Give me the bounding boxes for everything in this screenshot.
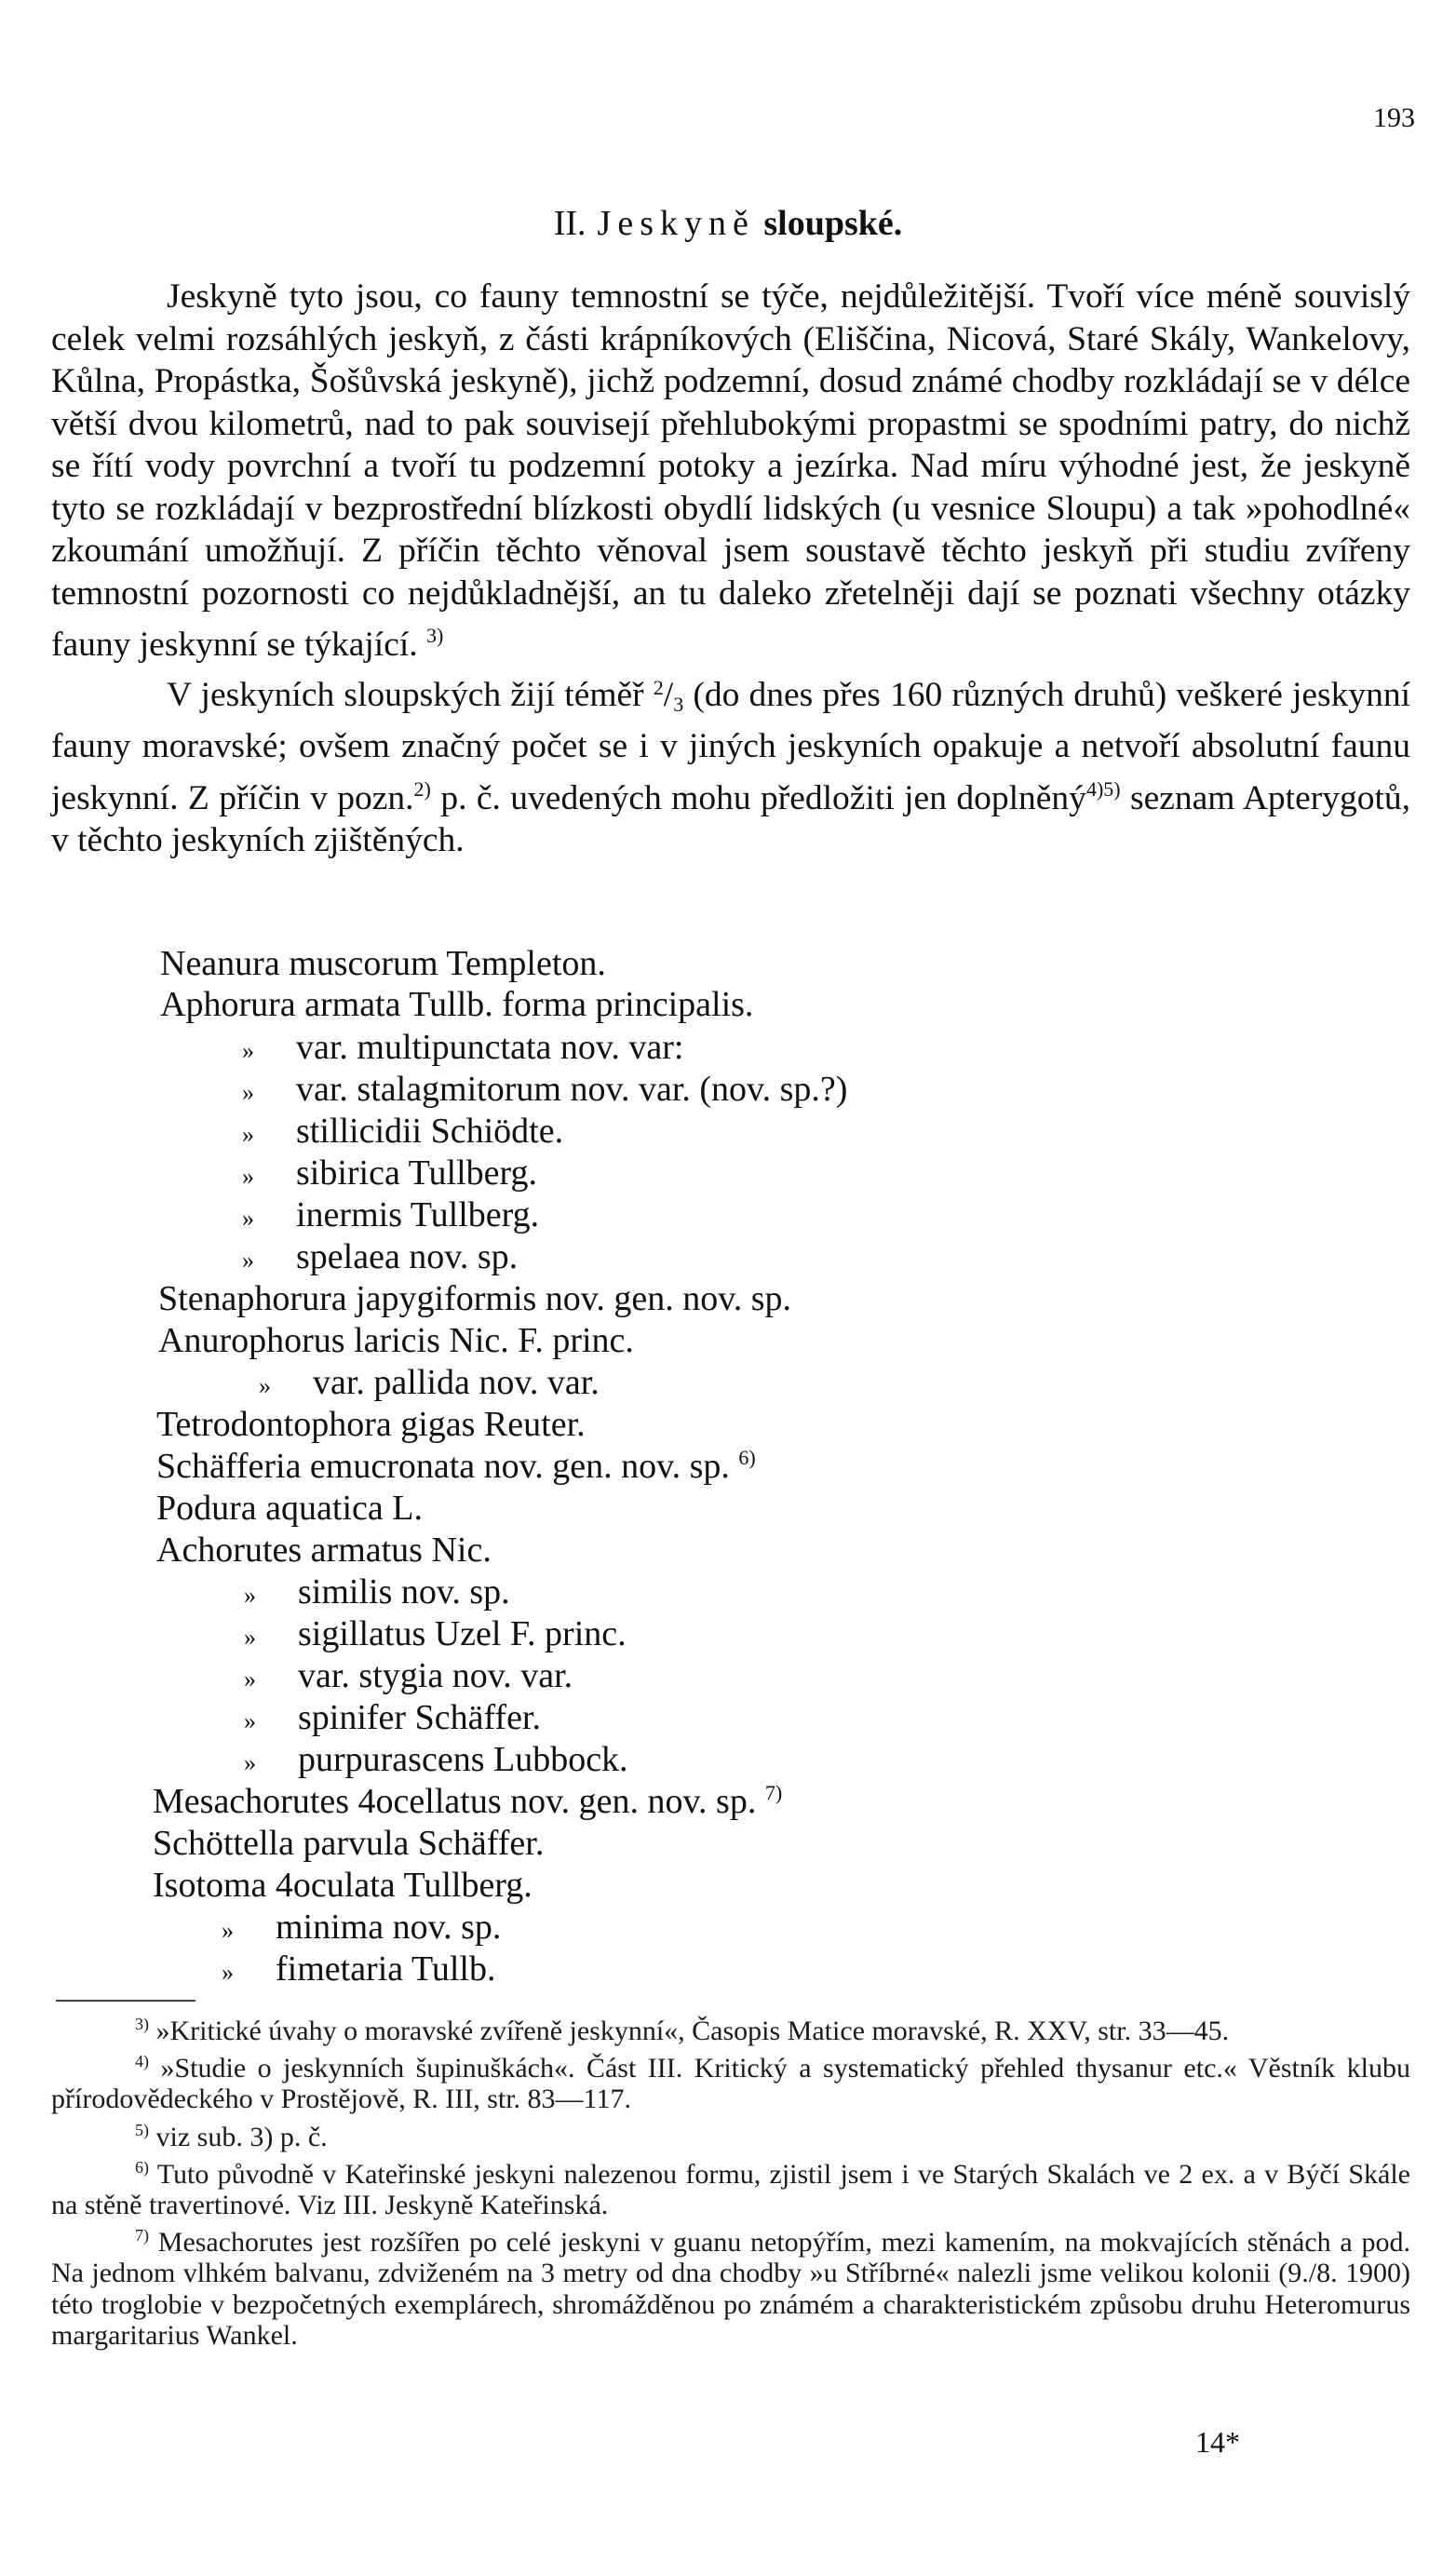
taxon-entry: » stillicidii Schiödte.: [242, 1112, 564, 1151]
paragraph-2: [51, 667, 1410, 862]
footnote-mark: 4): [135, 2052, 149, 2071]
ditto-mark: »: [242, 1079, 254, 1106]
footnote-text: Tuto původně v Kateřinské jeskyni nalezenou formu, zjistil jsem i ve Starých Skalách ve 2 ex. a v Býčí Skále na stěně travertinové. Viz III. Jeskyně Kateřinská.: [51, 2158, 1411, 2221]
taxon-entry: Isotoma 4oculata Tullberg.: [153, 1866, 533, 1905]
footnote-ref-5: 5): [1103, 776, 1121, 801]
section-heading: [0, 203, 1456, 244]
taxon-entry: Tetrodontophora gigas Reuter.: [156, 1405, 586, 1444]
taxon-entry: Achorutes armatus Nic.: [156, 1531, 492, 1570]
taxon-entry: » purpurascens Lubbock.: [244, 1740, 628, 1779]
ditto-mark: »: [242, 1247, 254, 1274]
taxon-entry: » minima nov. sp.: [222, 1908, 502, 1947]
taxon-entry: » var. stygia nov. var.: [244, 1656, 573, 1695]
taxon-entry: » var. stalagmitorum nov. var. (nov. sp.?): [242, 1070, 848, 1109]
footnote-3: [51, 2009, 1410, 2046]
footnote-6: [51, 2152, 1410, 2220]
paragraph-2-text-c: p. č. uvedených mohu předložiti jen doplněný: [440, 778, 1086, 817]
taxon-entry: Anurophorus laricis Nic. F. princ.: [158, 1321, 634, 1360]
taxon-entry: » fimetaria Tullb.: [222, 1949, 496, 1989]
heading-word-2: sloupské.: [763, 204, 903, 243]
taxon-entry: Neanura muscorum Templeton.: [160, 944, 606, 983]
paragraph-2-text-d: seznam Apterygotů, v těchto jeskyních zjištěných.: [51, 778, 1411, 859]
taxon-entry: Schäfferia emucronata nov. gen. nov. sp. $^{6)}$: [156, 1446, 756, 1486]
taxon-entry: » var. multipunctata nov. var:: [242, 1028, 684, 1067]
fraction-two-thirds: $^2/_3$: [653, 675, 684, 716]
footnote-text: »Studie o jeskynních šupinuškách«. Část III. Kritický a systematický přehled thysanur etc.« Věstník klubu přírodovědeckého v Prostějově, R. III, str. 83—117.: [51, 2053, 1410, 2115]
heading-word-1: Jeskyně: [597, 204, 755, 243]
footnote-mark: 5): [135, 2120, 149, 2139]
footnote-7: [51, 2220, 1410, 2351]
footnote-ref-7: 7): [764, 1781, 783, 1804]
ditto-mark: »: [222, 1917, 234, 1944]
taxon-entry: Stenaphorura japygiformis nov. gen. nov. sp.: [158, 1279, 792, 1318]
footnote-mark: 7): [135, 2226, 149, 2246]
taxon-entry: » inermis Tullberg.: [242, 1195, 540, 1234]
footnote-ref-4: 4): [1085, 776, 1104, 801]
taxon-entry: » sigillatus Uzel F. princ.: [244, 1614, 627, 1653]
footnote-ref-3: 3): [426, 624, 444, 647]
ditto-mark: »: [259, 1372, 271, 1399]
paragraph-1: [51, 276, 1410, 667]
footnotes: [51, 2009, 1410, 2351]
ditto-mark: »: [244, 1582, 256, 1609]
ditto-mark: »: [242, 1037, 254, 1064]
taxon-entry: » sibirica Tullberg.: [242, 1153, 537, 1193]
taxon-entry: » similis nov. sp.: [244, 1572, 510, 1612]
fraction-numerator: 2: [653, 675, 664, 699]
taxon-entry: Schöttella parvula Schäffer.: [153, 1824, 545, 1863]
footnote-ref-6: 6): [738, 1446, 756, 1469]
footnote-mark: 6): [135, 2157, 149, 2177]
footnote-text: »Kritické úvahy o moravské zvířeně jeskynní«, Časopis Matice moravské, R. XXV, str. 33—45.: [155, 2016, 1230, 2046]
ditto-mark: »: [244, 1749, 256, 1776]
ditto-mark: »: [244, 1707, 256, 1734]
fraction-denominator: 3: [673, 692, 684, 716]
footnote-4: [51, 2046, 1410, 2114]
taxon-entry: Mesachorutes 4ocellatus nov. gen. nov. sp. $^{7)}$: [153, 1781, 783, 1821]
paragraph-2-text-a: V jeskyních sloupských žijí téměř: [167, 675, 644, 714]
ditto-mark: »: [244, 1666, 256, 1693]
footnote-mark: 3): [135, 2015, 149, 2033]
footnote-text: viz sub. 3) p. č.: [155, 2121, 328, 2152]
footnote-text: Mesachorutes jest rozšířen po celé jeskyni v guanu netopýřím, mezi kamením, na mokvajících stěnách a pod. Na jednom vlhkém balvanu, zdviženém na 3 metry od dna chodby »u Stříbrné« nalezli jsme velikou kolonii (9./8. 1900) této troglobie v bezpočetných exemplárech, shromážděnou po známém a charakteristickém způsobu druhu Heteromurus margaritarius Wankel.: [51, 2227, 1410, 2351]
footnote-5: [51, 2115, 1410, 2152]
printer-signature: 14*: [1195, 2425, 1240, 2459]
ditto-mark: »: [242, 1163, 254, 1190]
body-text: [51, 276, 1410, 862]
ditto-mark: »: [244, 1624, 256, 1651]
taxon-entry: Podura aquatica L.: [156, 1489, 423, 1528]
taxon-entry: » spelaea nov. sp.: [242, 1237, 519, 1276]
ditto-mark: »: [242, 1205, 254, 1232]
taxon-entry: » spinifer Schäffer.: [244, 1698, 541, 1737]
page-number: 193: [1373, 102, 1415, 133]
paragraph-1-text: Jeskyně tyto jsou, co fauny temnostní se týče, nejdůležitější. Tvoří více méně souvislý celek velmi rozsáhlých jeskyň, z části krápníkových (Eliščina, Nicová, Staré Skály, Wankelovy, Kůlna, Propástka, Šošůvská jeskyně), jichž podzemní, dosud známé chodby rozkládají se v délce větší dvou kilometrů, nad to pak souvisejí přehlubokými propastmi se spodními patry, do nichž se řítí vody povrchní a tvoří tu podzemní potoky a jezírka. Nad míru výhodné jest, že jeskyně tyto se rozkládají v bezprostřední blízkosti obydlí lidských (u vesnice Sloupu) a tak »pohodlné« zkoumání umožňují. Z příčin těchto věnoval jsem soustavě těchto jeskyň při studiu zvířeny temnostní pozornosti co nejdůkladnější, an tu daleko zřetelněji dají se poznati všechny otázky fauny jeskynní se týkající.: [51, 277, 1410, 664]
footnote-ref-2: 2): [413, 776, 431, 801]
ditto-mark: »: [222, 1959, 234, 1986]
ditto-mark: »: [242, 1121, 254, 1148]
heading-number: II.: [553, 204, 586, 243]
paragraph-2-text-b: (do dnes přes 160 různých druhů) veškeré jeskynní fauny moravské; ovšem značný počet se i v jiných jeskyních opakuje a netvoří absolutní faunu jeskynní. Z příčin v pozn.: [51, 675, 1411, 817]
taxon-entry: » var. pallida nov. var.: [259, 1363, 600, 1402]
footnote-divider: [56, 2000, 195, 2002]
taxon-entry: Aphorura armata Tullb. forma principalis.: [160, 985, 754, 1024]
